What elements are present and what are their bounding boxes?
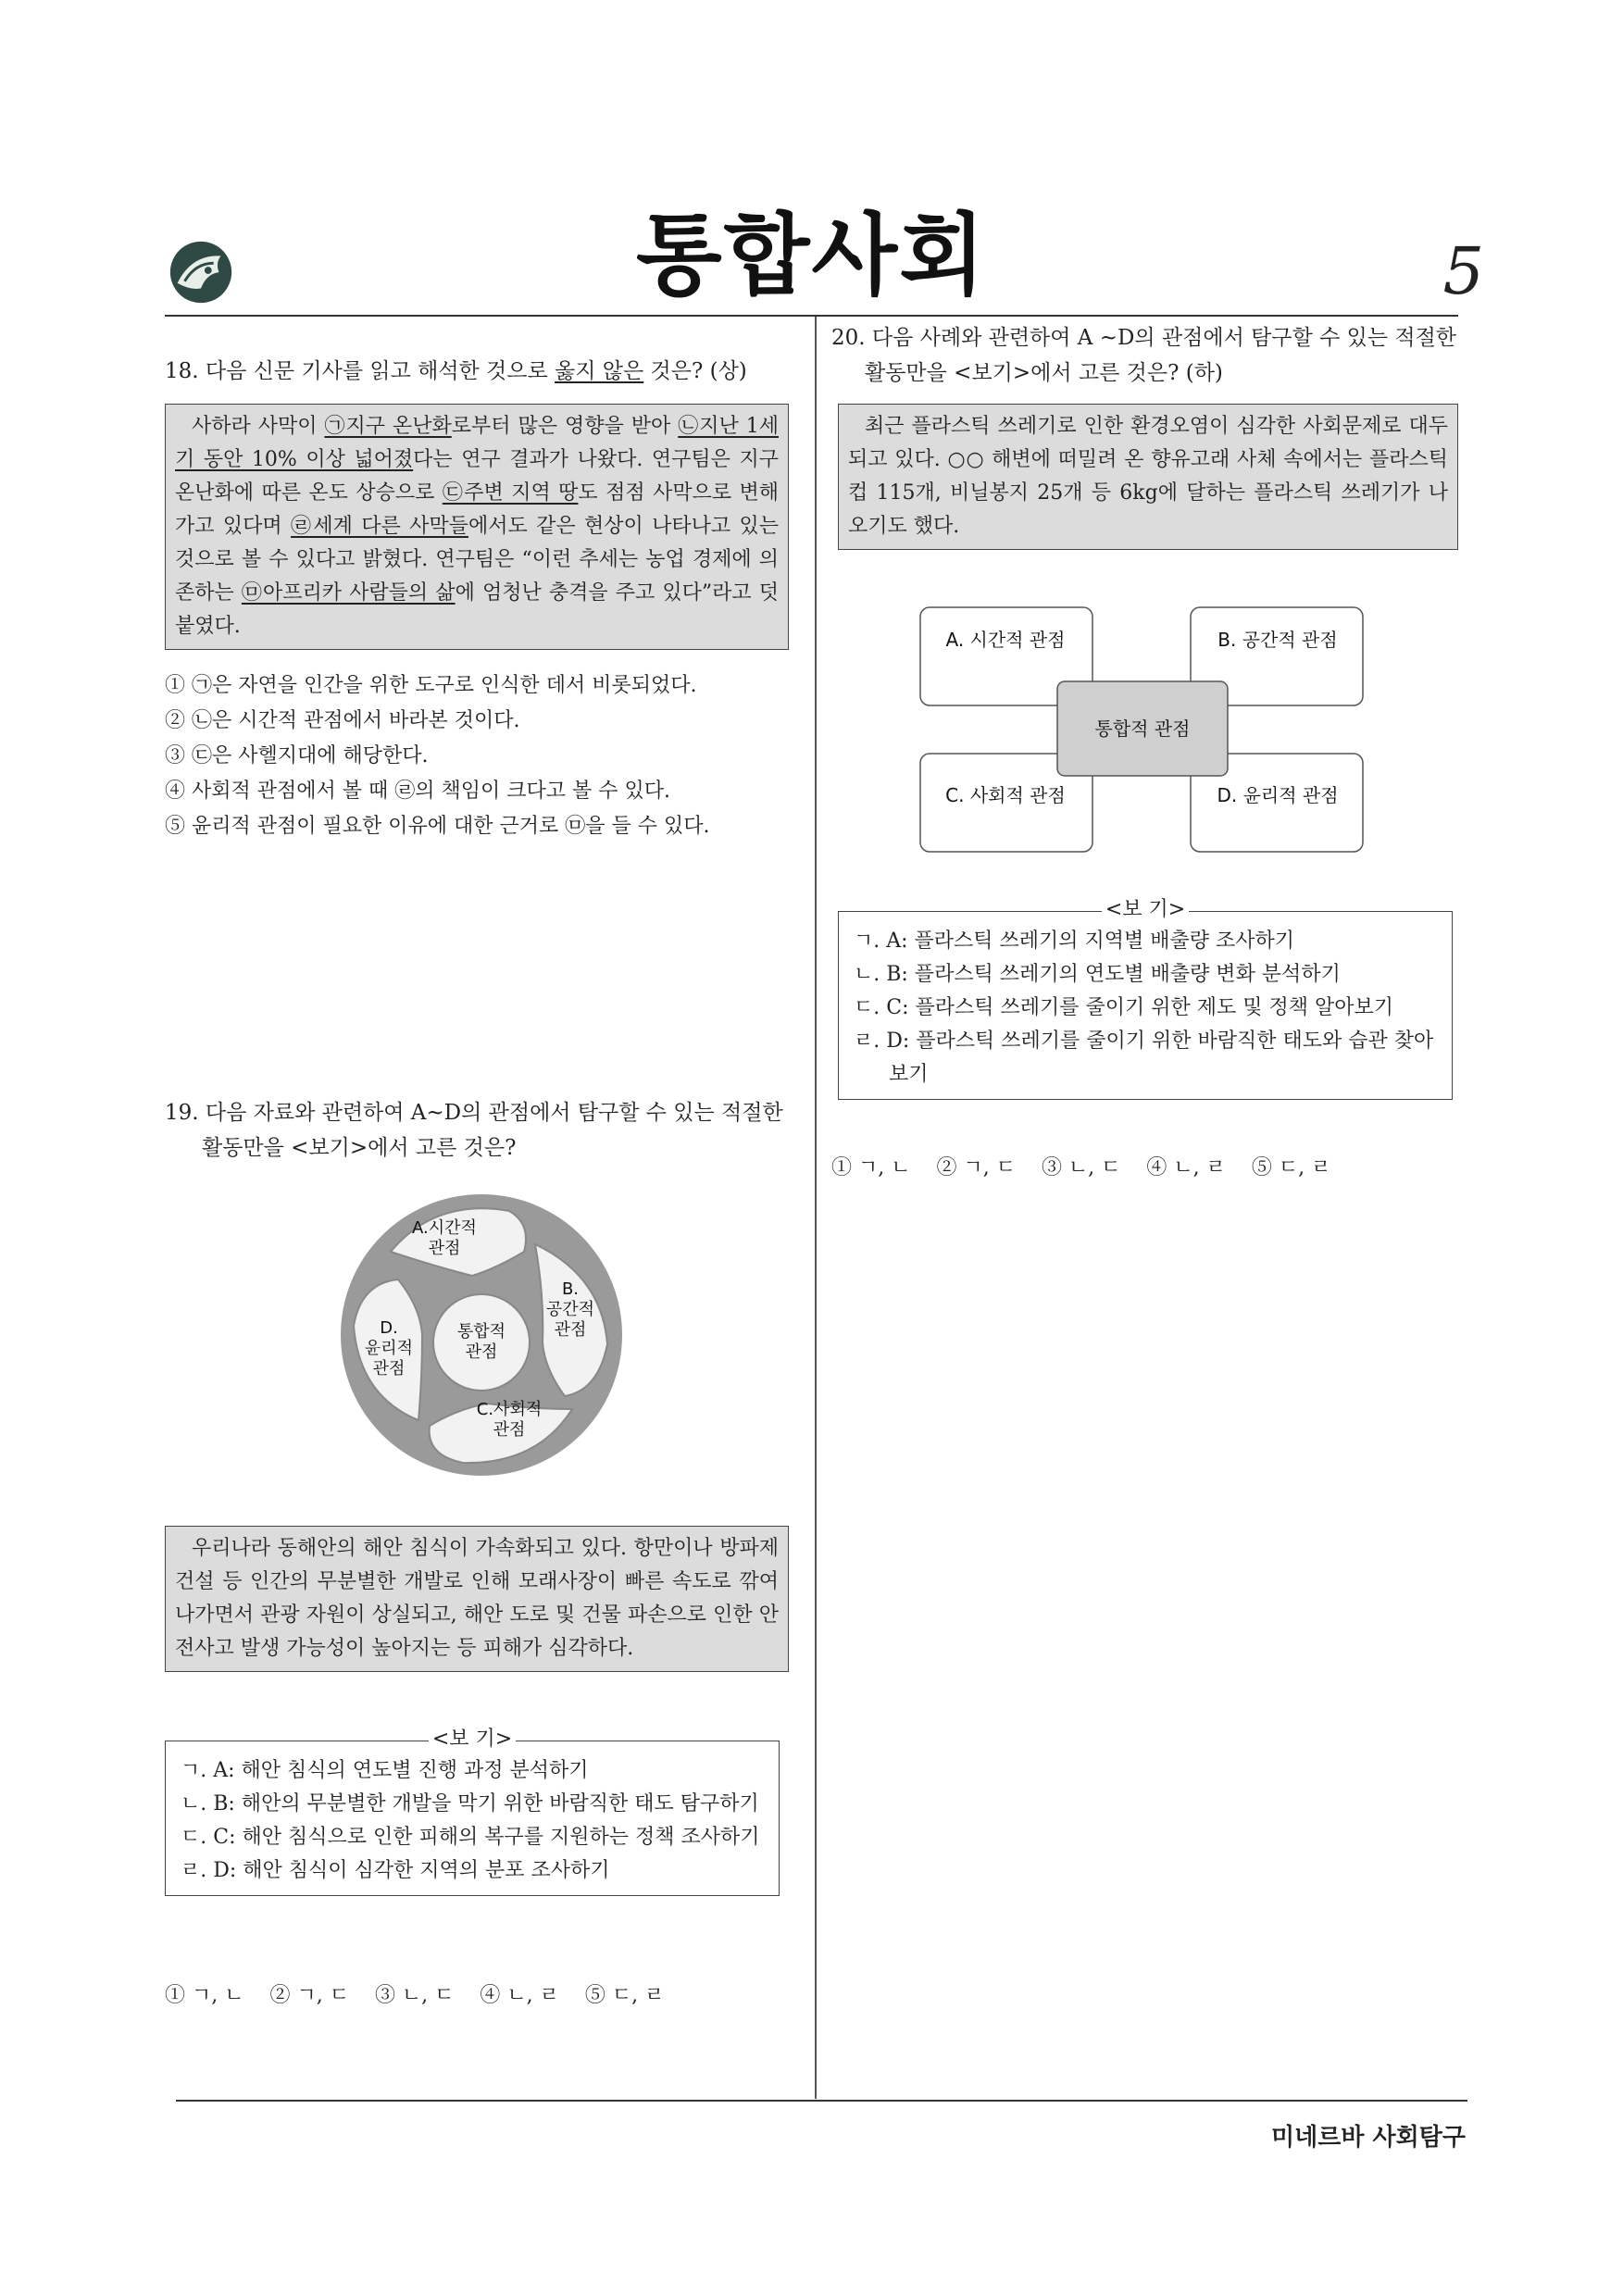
q19-bogi-item-1: ㄱ. A: 해안 침식의 연도별 진행 과정 분석하기 (181, 1759, 589, 1782)
q19-diagram-b-line2: 공간적 (545, 1300, 595, 1319)
q20-bogi-item-1: ㄱ. A: 플라스틱 쓰레기의 지역별 배출량 조사하기 (854, 930, 1295, 953)
q20-diagram-a: A. 시간적 관점 (945, 629, 1066, 651)
q20-bogi-item-4: ㄹ. D: 플라스틱 쓰레기를 줄이기 위한 바람직한 태도와 습관 찾아보기 (854, 1029, 1434, 1086)
q19-diagram-d-line3: 관점 (372, 1359, 406, 1379)
q20-bogi-item-2: ㄴ. B: 플라스틱 쓰레기의 연도별 배출량 변화 분석하기 (854, 963, 1341, 986)
q19-answer-3[interactable]: ③ ㄴ, ㄷ (374, 1984, 455, 2007)
q18-passage-underlined-segment: ㉡지난 1세기 동안 10% 이상 넓어졌 (175, 415, 780, 471)
q19-bogi-item-2: ㄴ. B: 해안의 무분별한 개발을 막기 위한 바람직한 태도 탐구하기 (181, 1792, 759, 1816)
q18-option-4[interactable]: ④ 사회적 관점에서 볼 때 ㉣의 책임이 크다고 볼 수 있다. (165, 780, 670, 803)
q19-answer-5[interactable]: ⑤ ㄷ, ㄹ (584, 1984, 665, 2007)
q20-perspective-diagram (917, 604, 1380, 854)
footer-divider (176, 2100, 1467, 2102)
q19-passage: 우리나라 동해안의 해안 침식이 가속화되고 있다. 항만이나 방파제 건설 등 인간의 무분별한 개발로 인해 모래사장이 빠른 속도로 깎여 나가면서 관광 자원이 상실되고, 해안 도로 및 건물 파손으로 인한 안전사고 발생 가능성이 높아지는 등 피해가 심각하다. (165, 1526, 789, 1672)
q18-option-2[interactable]: ② ㉡은 시간적 관점에서 바라본 것이다. (165, 709, 520, 732)
q19-diagram-d-line2: 윤리적 (364, 1339, 414, 1358)
q19-diagram-b-line1: B. (561, 1279, 580, 1299)
q20-answer-4[interactable]: ④ ㄴ, ㄹ (1146, 1156, 1226, 1179)
q18-passage-text-segment: 도 점점 사막으로 변해가고 있다며 (175, 481, 780, 538)
column-divider (815, 317, 817, 2099)
q18-passage-text-segment: 에 엄청난 충격을 주고 있다”라고 덧붙였다. (175, 581, 779, 638)
q18-passage-text-segment: 사하라 사막이 (192, 415, 325, 438)
q19-bogi-item-3: ㄷ. C: 해안 침식으로 인한 피해의 복구를 지원하는 정책 조사하기 (181, 1826, 760, 1849)
q19-bogi-title: <보 기> (429, 1728, 516, 1751)
q19-perspective-diagram (333, 1187, 630, 1483)
q18-passage (165, 404, 789, 650)
q19-stem: 19. 다음 자료와 관련하여 A~D의 관점에서 탐구할 수 있는 적절한 활동만을 <보기>에서 고른 것은? (165, 1101, 783, 1160)
q19-diagram-a-line1: A.시간적 (412, 1218, 477, 1238)
q19-diagram-b-line3: 관점 (554, 1320, 587, 1340)
q18-stem: 18. 다음 신문 기사를 읽고 해석한 것으로 옳지 않은 것은? (상) (165, 359, 747, 383)
q19-bogi-item-4: ㄹ. D: 해안 침식이 심각한 지역의 분포 조사하기 (181, 1859, 610, 1882)
q19-diagram-center-line2: 관점 (465, 1342, 498, 1362)
q19-diagram-d-line1: D. (380, 1318, 398, 1338)
q19-diagram-a-line2: 관점 (428, 1239, 461, 1258)
page-number: 5 (1442, 233, 1484, 309)
q18-option-1[interactable]: ① ㉠은 자연을 인간을 위한 도구로 인식한 데서 비롯되었다. (165, 674, 697, 697)
q18-passage-text-segment: 다는 연구 결과가 나왔다. 연구팀은 지구 온난화에 따른 온도 상승으로 (175, 448, 780, 505)
q18-passage-underlined-segment: ㉢주변 지역 땅 (442, 481, 579, 505)
q20-bogi-title: <보 기> (1102, 898, 1189, 921)
footer-text: 미네르바 사회탐구 (1271, 2124, 1466, 2152)
q18-passage-underlined-segment: ㉠지구 온난화 (324, 415, 452, 438)
q19-diagram-c-line2: 관점 (493, 1420, 526, 1440)
q20-diagram-d: D. 윤리적 관점 (1217, 784, 1339, 806)
q20-answer-1[interactable]: ① ㄱ, ㄴ (831, 1156, 911, 1179)
q20-passage: 최근 플라스틱 쓰레기로 인한 환경오염이 심각한 사회문제로 대두되고 있다. ○○ 해변에 떠밀려 온 향유고래 사체 속에서는 플라스틱 컵 115개, 비닐봉지 25개 등 6kg에 달하는 플라스틱 쓰레기가 나오기도 했다. (838, 404, 1458, 550)
q18-option-3[interactable]: ③ ㉢은 사헬지대에 해당한다. (165, 744, 429, 767)
q18-passage-underlined-segment: ㉣세계 다른 사막들 (291, 515, 468, 538)
header-divider (165, 315, 1458, 317)
q20-diagram-b: B. 공간적 관점 (1217, 629, 1338, 651)
q19-answer-2[interactable]: ② ㄱ, ㄷ (269, 1984, 349, 2007)
q20-answers (831, 1152, 1330, 1185)
q18-options (165, 668, 794, 844)
q19-bogi-box (165, 1728, 780, 1896)
q20-diagram-c: C. 사회적 관점 (945, 784, 1066, 806)
q20-stem: 20. 다음 사례와 관련하여 A ~D의 관점에서 탐구할 수 있는 적절한 활동만을 <보기>에서 고른 것은? (하) (831, 326, 1457, 385)
minerva-logo-icon (165, 236, 237, 308)
q18-passage-underlined-segment: ㉤아프리카 사람들의 삶 (241, 581, 456, 605)
q19-diagram-center-line1: 통합적 (456, 1322, 506, 1341)
q18-option-5[interactable]: ⑤ 윤리적 관점이 필요한 이유에 대한 근거로 ㉤을 들 수 있다. (165, 815, 710, 838)
q19-diagram-c-line1: C.사회적 (476, 1400, 543, 1419)
q18-passage-text-segment: 로부터 많은 영향을 받아 (451, 415, 679, 438)
q19-answer-4[interactable]: ④ ㄴ, ㄹ (480, 1984, 559, 2007)
q19-answers (165, 1979, 664, 2013)
q19-answer-1[interactable]: ① ㄱ, ㄴ (165, 1984, 244, 2007)
q20-bogi-item-3: ㄷ. C: 플라스틱 쓰레기를 줄이기 위한 제도 및 정책 알아보기 (854, 996, 1393, 1019)
q20-diagram-center: 통합적 관점 (1094, 718, 1191, 740)
q18-passage-text-segment: 에서도 같은 현상이 나타나고 있는 것으로 볼 수 있다고 밝혔다. 연구팀은 “이런 추세는 농업 경제에 의존하는 (175, 515, 779, 605)
page-title: 통합사회 (636, 204, 987, 307)
q20-answer-2[interactable]: ② ㄱ, ㄷ (936, 1156, 1016, 1179)
q20-answer-3[interactable]: ③ ㄴ, ㄷ (1041, 1156, 1121, 1179)
q20-bogi-box (838, 898, 1453, 1100)
q20-answer-5[interactable]: ⑤ ㄷ, ㄹ (1251, 1156, 1331, 1179)
